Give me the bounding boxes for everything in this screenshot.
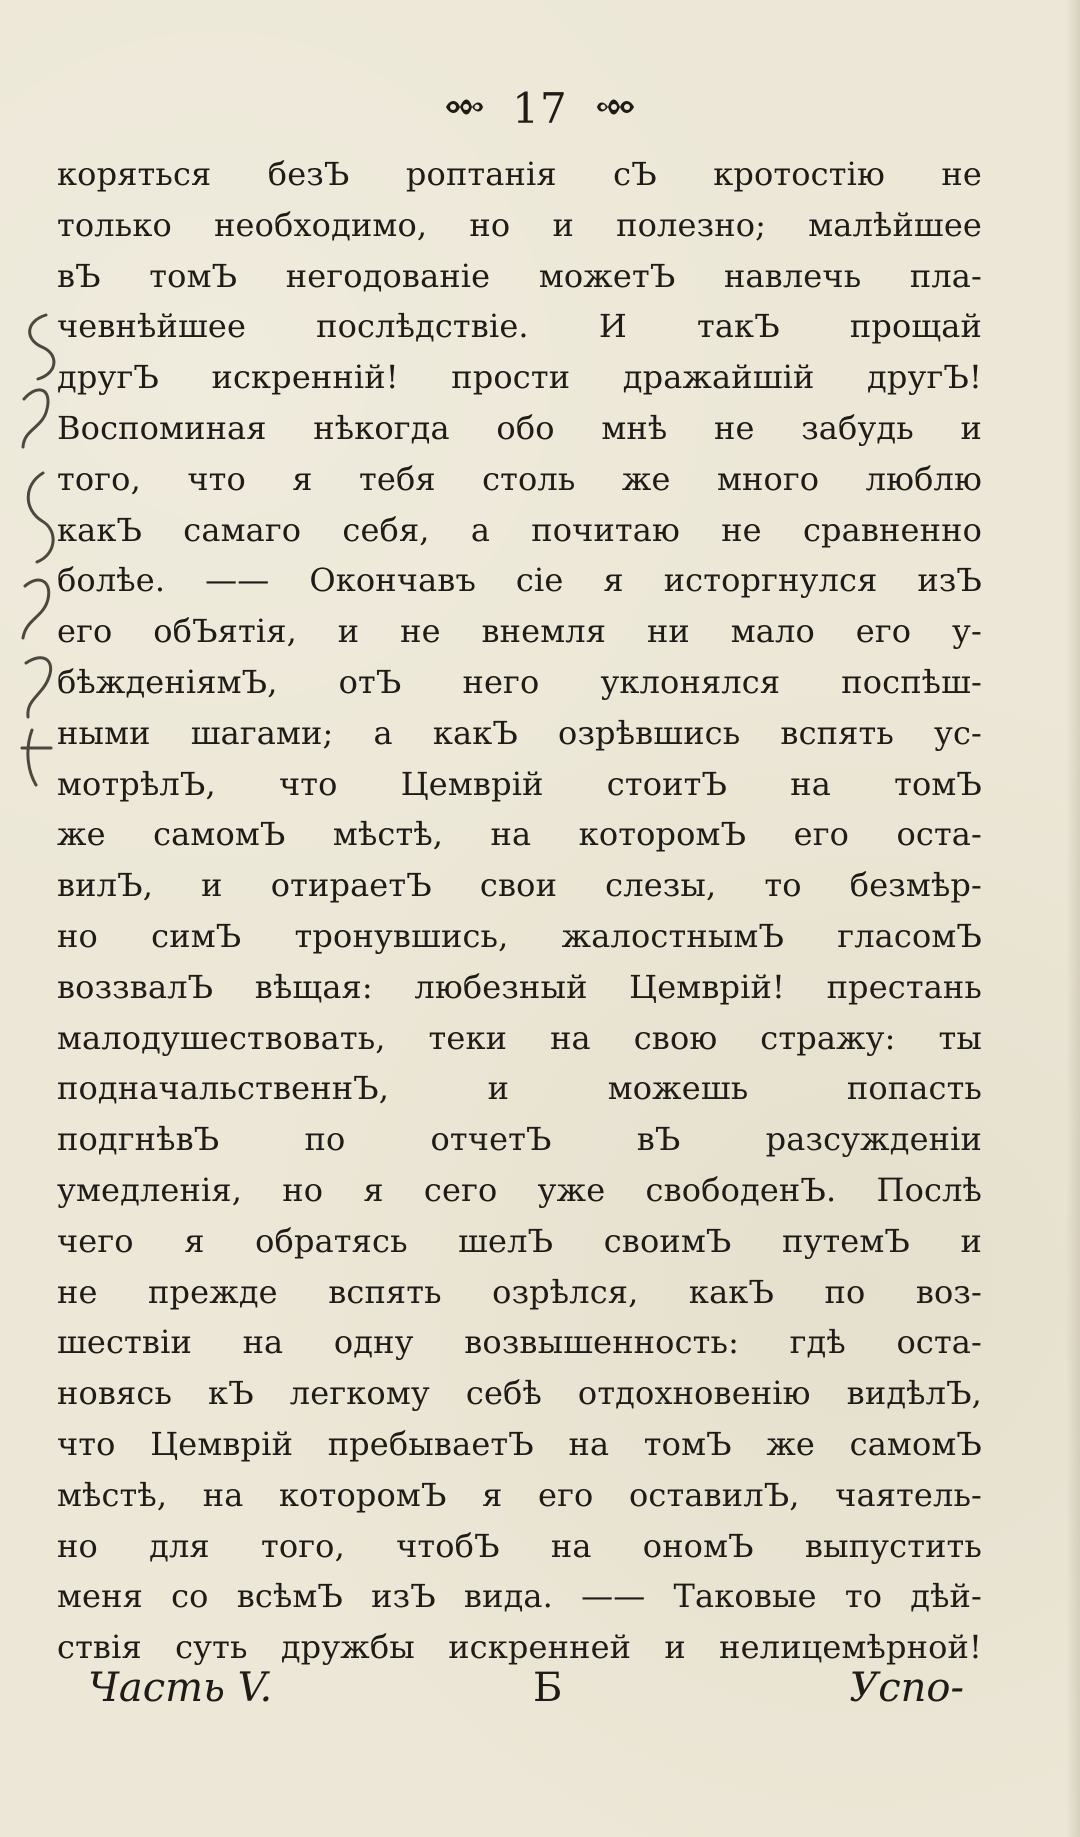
text-line: но для того, чтобЪ на ономЪ выпустить <box>57 1526 982 1565</box>
text-line: подгнѣвЪ по отчетЪ вЪ разсужденіи <box>57 1120 982 1159</box>
part-label: Часть V. <box>88 1665 273 1711</box>
catchword: Успо- <box>849 1665 964 1711</box>
text-line: не прежде вспять озрѣлся, какЪ по воз- <box>57 1272 982 1311</box>
text-line: что Цемврій пребываетЪ на томЪ же самомЪ <box>57 1424 982 1463</box>
text-line: мотрѣлЪ, что Цемврій стоитЪ на томЪ <box>57 764 982 803</box>
text-line: мѣстѣ, на которомЪ я его оставилЪ, чаятель- <box>57 1475 982 1514</box>
ornament-icon <box>594 92 638 122</box>
text-line: воззвалЪ вѣщая: любезный Цемврій! престань <box>57 967 982 1006</box>
text-line: другЪ искренній! прости дражайшій другЪ! <box>57 358 982 397</box>
text-line: малодушествовать, теки на свою стражу: ты <box>57 1018 982 1057</box>
text-line: новясь кЪ легкому себѣ отдохновенію видѣлЪ, <box>57 1374 982 1413</box>
text-line: Воспоминая нѣкогда обо мнѣ не забудь и <box>57 408 982 447</box>
page-edge-shadow <box>1066 0 1080 1837</box>
text-line: его обЪятія, и не внемля ни мало его у- <box>57 612 982 651</box>
text-line: чевнѣйшее послѣдствіе. И такЪ прощай <box>57 307 982 346</box>
text-line: болѣе. —— Окончавъ сіе я исторгнулся изЪ <box>57 561 982 600</box>
text-line: ными шагами; а какЪ озрѣвшись вспять ус- <box>57 713 982 752</box>
text-line: коряться безЪ роптанія сЪ кротостію не <box>57 155 982 193</box>
text-line: какЪ самаго себя, а почитаю не сравненно <box>57 510 982 549</box>
text-line: же самомЪ мѣстѣ, на которомЪ его оста- <box>57 815 982 854</box>
text-line: бѣжденіямЪ, отЪ него уклонялся поспѣш- <box>57 662 982 701</box>
main-text <box>57 149 982 1675</box>
text-line: ствія суть дружбы искренней и нелицемѣрной! <box>57 1628 982 1667</box>
text-line: чего я обратясь шелЪ своимЪ путемЪ и <box>57 1221 982 1260</box>
text-line: умедленія, но я сего уже свободенЪ. Послѣ <box>57 1170 982 1209</box>
text-line: вилЪ, и отираетЪ свои слезы, то безмѣр- <box>57 866 982 905</box>
ornament-icon <box>442 92 486 122</box>
page-footer <box>88 1665 964 1725</box>
text-line: но симЪ тронувшись, жалостнымЪ гласомЪ <box>57 916 982 955</box>
page-header <box>0 82 1080 132</box>
text-line: подначальственнЪ, и можешь попасть <box>57 1069 982 1108</box>
text-line: вЪ томЪ негодованіе можетЪ навлечь пла- <box>57 256 982 295</box>
signature-mark: Б <box>533 1665 563 1711</box>
text-line: только необходимо, но и полезно; малѣйшее <box>57 205 982 244</box>
text-line: меня со всѣмЪ изЪ вида. —— Таковые то дѣй- <box>57 1577 982 1616</box>
text-line: шествіи на одну возвышенность: гдѣ оста- <box>57 1323 982 1362</box>
text-line: того, что я тебя столь же много люблю <box>57 459 982 498</box>
page-number: 17 <box>512 84 568 133</box>
